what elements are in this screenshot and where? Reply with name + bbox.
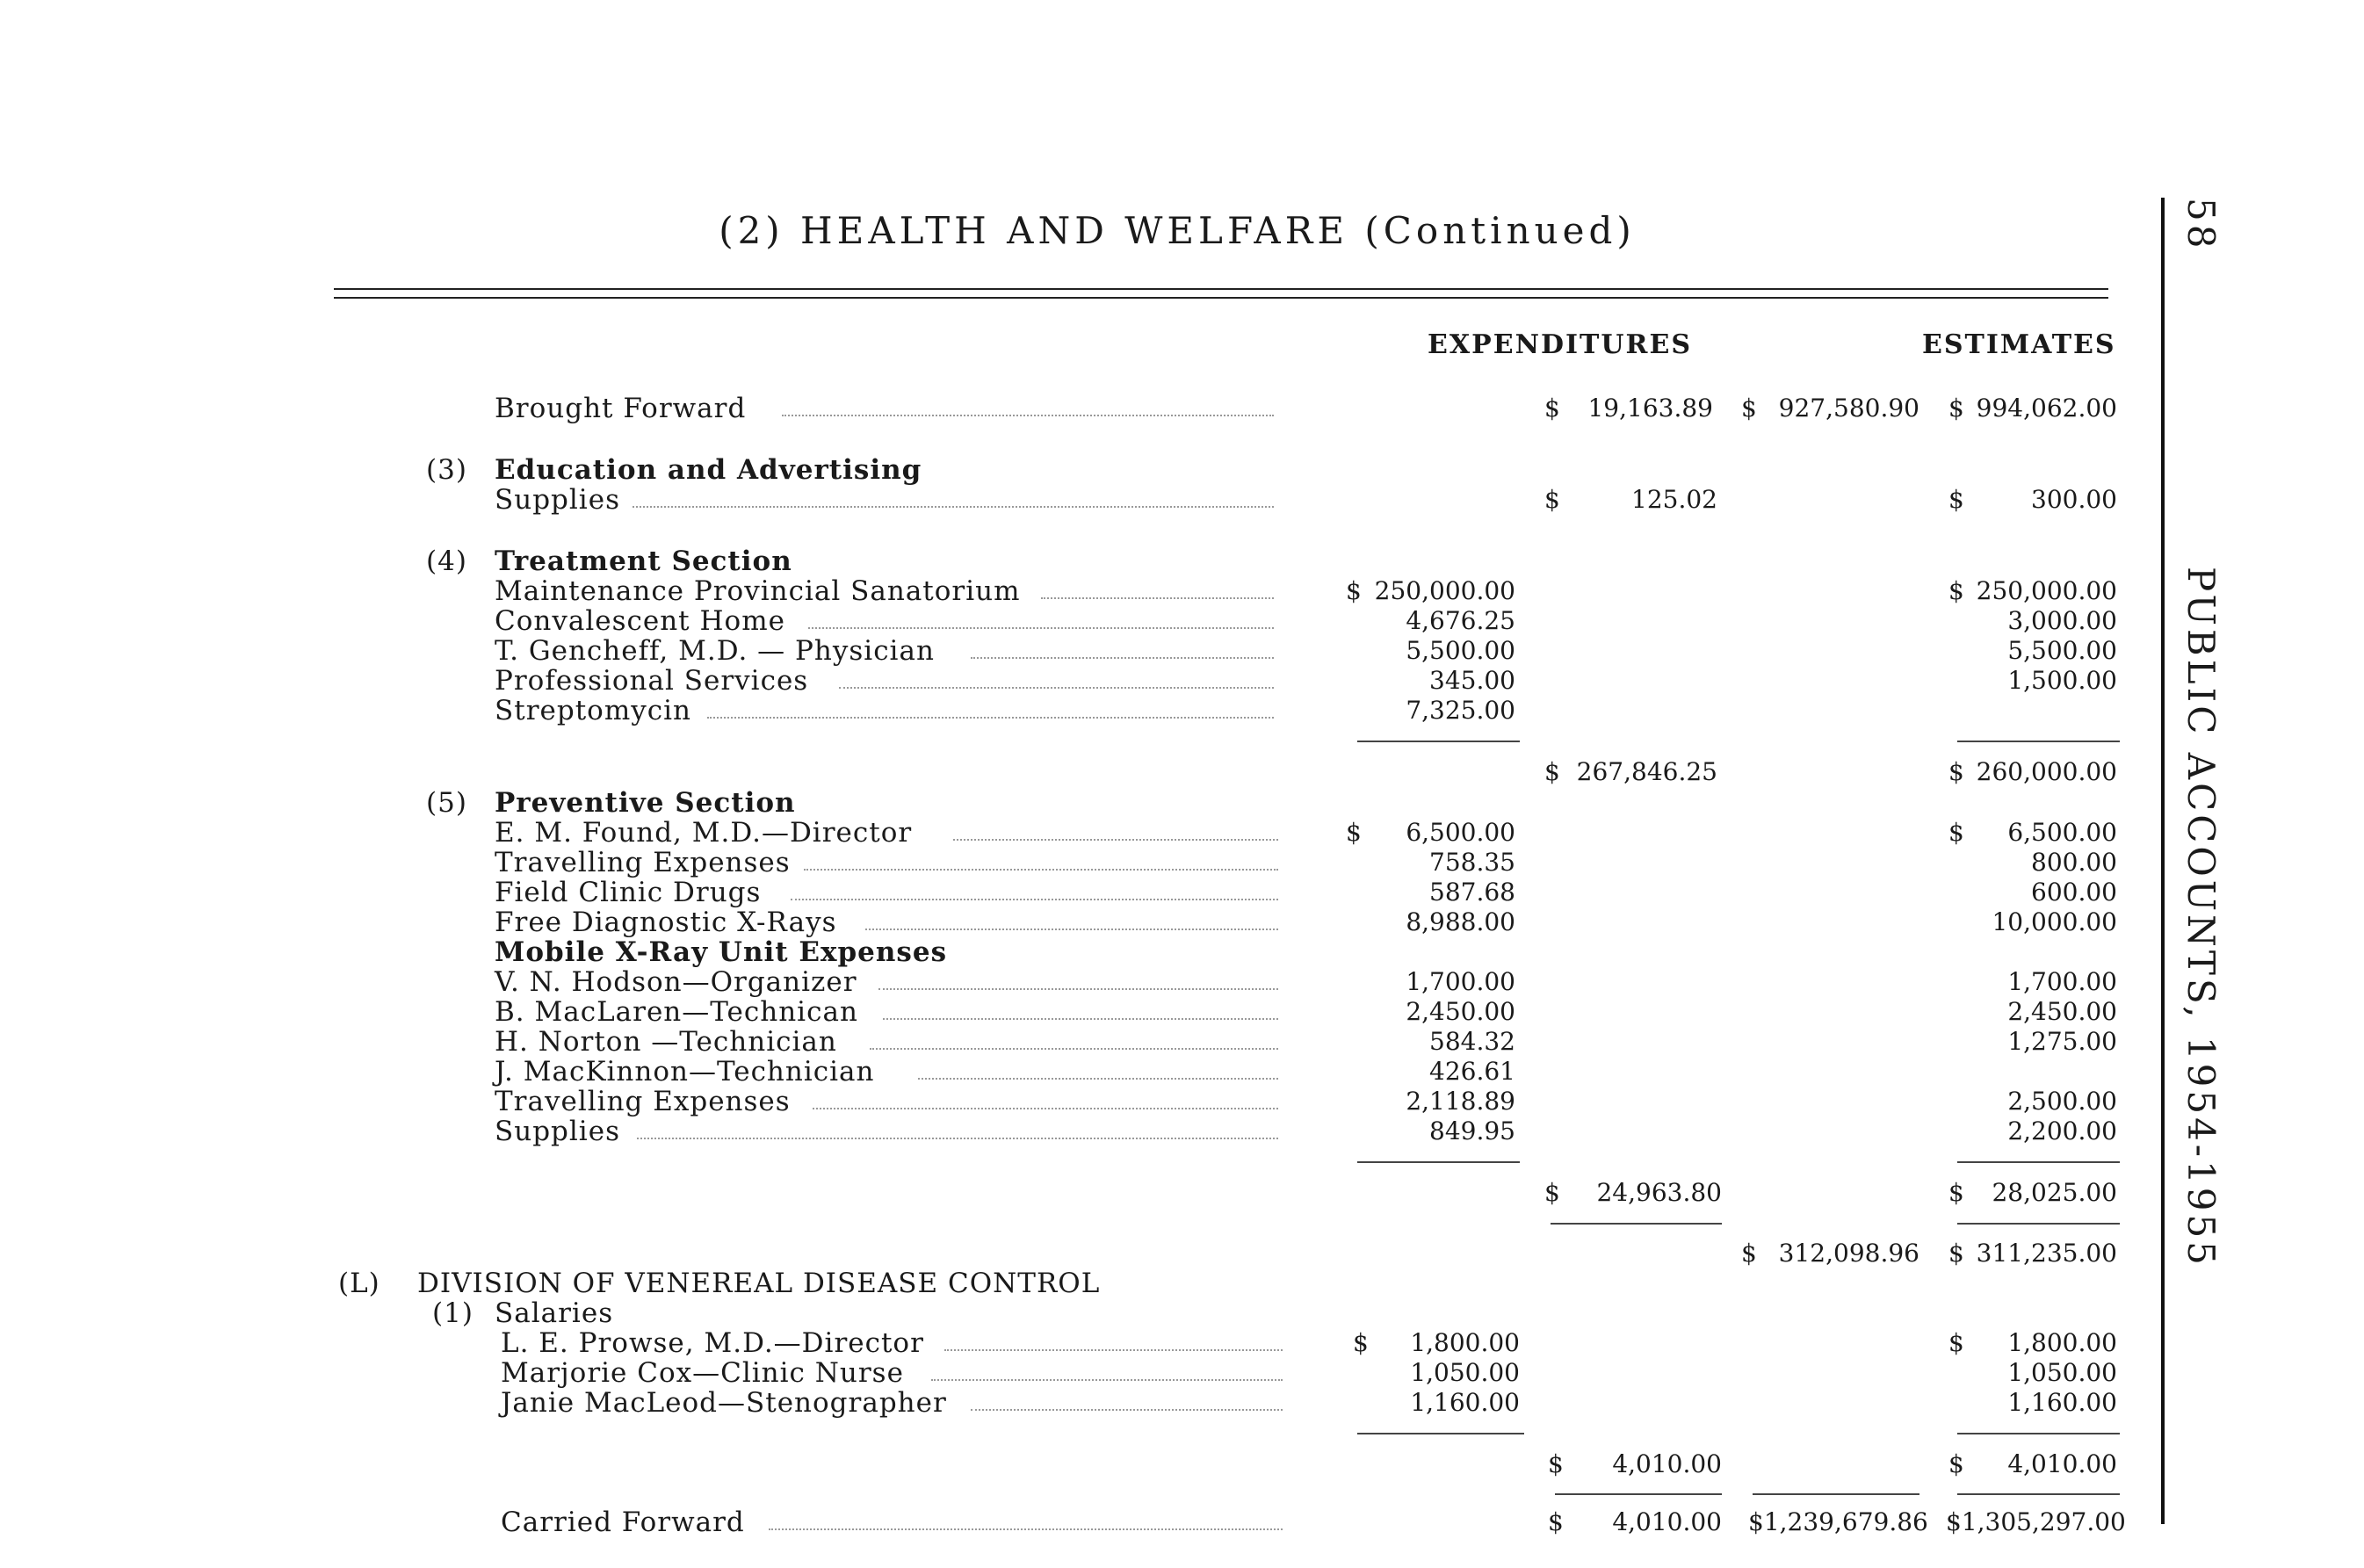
- expenditure-value: 2,118.89: [1406, 1087, 1515, 1116]
- section-number: (1): [432, 1297, 474, 1329]
- row-label: Marjorie Cox—Clinic Nurse: [501, 1357, 904, 1389]
- estimate-value: 994,062.00: [1976, 394, 2117, 423]
- subtotal-value: 267,846.25: [1576, 757, 1717, 786]
- expenditure-value: 6,500.00: [1406, 818, 1515, 847]
- estimate-value: 1,050.00: [2007, 1358, 2117, 1387]
- leader-dots: [878, 988, 1278, 990]
- expenditure-value: 250,000.00: [1374, 576, 1515, 605]
- subtotal-value: 4,010.00: [1612, 1449, 1722, 1478]
- total-rule: [1357, 1161, 1520, 1163]
- estimate-value: 28,025.00: [1992, 1178, 2117, 1207]
- expenditure-value: 426.61: [1429, 1057, 1515, 1086]
- expenditure-value: 4,676.25: [1406, 606, 1515, 635]
- row-label: Convalescent Home: [495, 605, 785, 637]
- division-heading: DIVISION OF VENEREAL DISEASE CONTROL: [417, 1268, 1101, 1299]
- estimate-value: $1,305,297.00: [1946, 1507, 2126, 1536]
- row-label: H. Norton —Technician: [495, 1026, 837, 1058]
- estimate-value: 6,500.00: [2007, 818, 2117, 847]
- currency-symbol: $: [1948, 757, 1964, 786]
- section-total-value: 312,098.96: [1778, 1239, 1919, 1268]
- currency-symbol: $: [1346, 818, 1362, 847]
- currency-symbol: $: [1948, 818, 1964, 847]
- estimate-value: 1,160.00: [2007, 1388, 2117, 1417]
- leader-dots: [804, 869, 1278, 871]
- currency-symbol: $: [1741, 394, 1757, 423]
- estimate-value: 300.00: [2031, 485, 2117, 514]
- row-label: B. MacLaren—Technican: [495, 996, 858, 1028]
- total-rule: [1957, 1223, 2120, 1225]
- section-heading: Preventive Section: [495, 787, 796, 819]
- estimate-value: 2,450.00: [2007, 997, 2117, 1026]
- subtotal-value: 125.02: [1631, 485, 1717, 514]
- estimate-value: 3,000.00: [2007, 606, 2117, 635]
- division-letter: (L): [338, 1268, 380, 1299]
- currency-symbol: $: [1353, 1328, 1369, 1357]
- estimate-value: 1,700.00: [2007, 967, 2117, 996]
- leader-dots: [944, 1349, 1283, 1351]
- expenditure-value: 8,988.00: [1406, 907, 1515, 936]
- row-label: Streptomycin: [495, 695, 691, 726]
- expenditure-value: 758.35: [1429, 848, 1515, 877]
- subtotal-value: 24,963.80: [1596, 1178, 1722, 1207]
- row-label: V. N. Hodson—Organizer: [495, 966, 857, 998]
- expenditure-value: 1,700.00: [1406, 967, 1515, 996]
- subtotal-value: 4,010.00: [1612, 1507, 1722, 1536]
- leader-dots: [918, 1078, 1278, 1080]
- section-heading: Treatment Section: [495, 546, 792, 577]
- page-title: (2) HEALTH AND WELFARE (Continued): [719, 209, 1636, 252]
- expenditure-value: 587.68: [1429, 878, 1515, 907]
- row-label: Maintenance Provincial Sanatorium: [495, 575, 1021, 607]
- row-label: J. MacKinnon—Technician: [495, 1056, 875, 1087]
- estimate-value: 1,500.00: [2007, 666, 2117, 695]
- currency-symbol: $: [1948, 1328, 1964, 1357]
- expenditure-value: 345.00: [1429, 666, 1515, 695]
- total-rule: [1551, 1223, 1722, 1225]
- total-rule: [1957, 1433, 2120, 1434]
- row-label: L. E. Prowse, M.D.—Director: [501, 1327, 924, 1359]
- expenditure-value: 2,450.00: [1406, 997, 1515, 1026]
- subtotal-value: 19,163.89: [1587, 394, 1713, 423]
- currency-symbol: $: [1544, 1178, 1560, 1207]
- currency-symbol: $: [1948, 1178, 1964, 1207]
- leader-dots: [971, 657, 1274, 659]
- estimate-value: 311,235.00: [1976, 1239, 2117, 1268]
- row-label: Supplies: [495, 1116, 620, 1147]
- leader-dots: [883, 1018, 1278, 1020]
- section-total-value: $1,239,679.86: [1748, 1507, 1928, 1536]
- leader-dots: [808, 627, 1274, 629]
- currency-symbol: $: [1948, 394, 1964, 423]
- currency-symbol: $: [1544, 394, 1560, 423]
- section-number: (4): [426, 546, 467, 577]
- expenditure-value: 5,500.00: [1406, 636, 1515, 665]
- currency-symbol: $: [1346, 576, 1362, 605]
- total-rule: [1357, 1433, 1524, 1434]
- row-label: Field Clinic Drugs: [495, 877, 762, 908]
- expenditure-value: 584.32: [1429, 1027, 1515, 1056]
- currency-symbol: $: [1948, 485, 1964, 514]
- total-rule: [1957, 1493, 2120, 1495]
- leader-dots: [865, 929, 1278, 930]
- leader-dots: [931, 1379, 1283, 1381]
- leader-dots: [782, 415, 1274, 416]
- total-rule: [1957, 741, 2120, 742]
- currency-symbol: $: [1948, 1239, 1964, 1268]
- estimate-value: 1,275.00: [2007, 1027, 2117, 1056]
- expenditure-value: 1,050.00: [1410, 1358, 1520, 1387]
- leader-dots: [791, 899, 1278, 900]
- total-rule: [1357, 741, 1520, 742]
- row-label: Travelling Expenses: [495, 847, 791, 878]
- title-rule-top: [334, 288, 2108, 290]
- expenditure-value: 849.95: [1429, 1116, 1515, 1145]
- estimate-value: 260,000.00: [1976, 757, 2117, 786]
- row-label: Supplies: [495, 484, 620, 516]
- leader-dots: [1041, 597, 1274, 599]
- row-label: T. Gencheff, M.D. — Physician: [495, 635, 935, 667]
- section-heading: Salaries: [495, 1297, 614, 1329]
- total-rule: [1957, 1161, 2120, 1163]
- leader-dots: [971, 1409, 1283, 1411]
- estimate-value: 2,500.00: [2007, 1087, 2117, 1116]
- expenditures-heading: EXPENDITURES: [1428, 329, 1692, 360]
- leader-dots: [633, 506, 1274, 508]
- section-total-value: 927,580.90: [1778, 394, 1919, 423]
- expenditure-value: 7,325.00: [1406, 696, 1515, 725]
- currency-symbol: $: [1544, 485, 1560, 514]
- row-label: Janie MacLeod—Stenographer: [501, 1387, 947, 1419]
- leader-dots: [707, 717, 1274, 719]
- leader-dots: [953, 839, 1278, 841]
- section-number: (3): [426, 454, 467, 486]
- subsection-heading: Mobile X-Ray Unit Expenses: [495, 936, 948, 968]
- section-number: (5): [426, 787, 467, 819]
- margin-rule: [2161, 198, 2165, 1524]
- estimate-value: 10,000.00: [1992, 907, 2117, 936]
- currency-symbol: $: [1948, 1449, 1964, 1478]
- estimate-value: 800.00: [2031, 848, 2117, 877]
- currency-symbol: $: [1741, 1239, 1757, 1268]
- row-label: E. M. Found, M.D.—Director: [495, 817, 913, 849]
- running-head: PUBLIC ACCOUNTS, 1954-1955: [2180, 567, 2223, 1268]
- leader-dots: [870, 1048, 1278, 1050]
- leader-dots: [637, 1138, 1278, 1139]
- leader-dots: [839, 687, 1274, 689]
- estimate-value: 1,800.00: [2007, 1328, 2117, 1357]
- row-label: Travelling Expenses: [495, 1086, 791, 1117]
- currency-symbol: $: [1544, 757, 1560, 786]
- estimate-value: 600.00: [2031, 878, 2117, 907]
- total-rule: [1555, 1493, 1722, 1495]
- estimate-value: 2,200.00: [2007, 1116, 2117, 1145]
- currency-symbol: $: [1548, 1507, 1564, 1536]
- estimates-heading: ESTIMATES: [1922, 329, 2116, 360]
- estimate-value: 4,010.00: [2007, 1449, 2117, 1478]
- leader-dots: [813, 1108, 1278, 1109]
- section-heading: Education and Advertising: [495, 454, 922, 486]
- leader-dots: [769, 1528, 1283, 1530]
- total-rule: [1753, 1493, 1919, 1495]
- row-label: Free Diagnostic X-Rays: [495, 907, 837, 938]
- expenditure-value: 1,800.00: [1410, 1328, 1520, 1357]
- row-label: Carried Forward: [501, 1507, 745, 1538]
- title-rule-bottom: [334, 297, 2108, 299]
- estimate-value: 5,500.00: [2007, 636, 2117, 665]
- page-number: 58: [2180, 198, 2223, 252]
- estimate-value: 250,000.00: [1976, 576, 2117, 605]
- currency-symbol: $: [1548, 1449, 1564, 1478]
- expenditure-value: 1,160.00: [1410, 1388, 1520, 1417]
- row-label: Brought Forward: [495, 393, 747, 424]
- currency-symbol: $: [1948, 576, 1964, 605]
- row-label: Professional Services: [495, 665, 809, 697]
